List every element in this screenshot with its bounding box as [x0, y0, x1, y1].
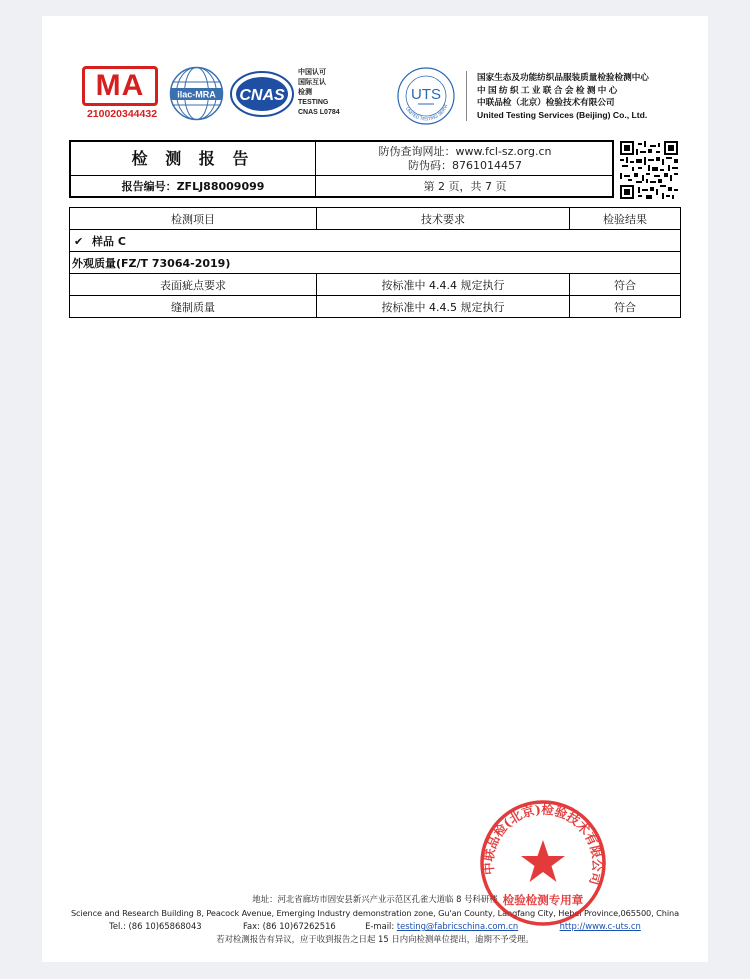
header-divider	[466, 71, 467, 121]
official-seal	[478, 798, 608, 928]
requirement-cell: 按标准中 4.4.4 规定执行	[317, 274, 570, 296]
qr-code	[620, 141, 678, 199]
sample-cell	[70, 230, 681, 252]
sample-label: 样品 C	[92, 234, 126, 248]
anti-counterfeit-info	[316, 145, 614, 173]
column-header: 技术要求	[317, 208, 570, 230]
uts-logo	[396, 66, 456, 126]
item-cell: 表面疵点要求	[70, 274, 317, 296]
section-row	[70, 252, 681, 274]
uts-name-line: United Testing Services (Beijing) Co., Ltd.	[477, 109, 648, 120]
uts-logo-text: UTS	[411, 86, 441, 103]
section-title: 外观质量(FZ/T 73064-2019)	[70, 252, 681, 274]
uts-company-name	[477, 71, 649, 121]
footer-fax: Fax: (86 10)67262516	[242, 921, 336, 931]
ilac-mra-logo	[169, 66, 224, 121]
cnas-info-line: TESTING	[298, 99, 329, 106]
cma-mark: MA	[95, 69, 145, 102]
table-row	[70, 296, 681, 318]
page-info: 第 2 页，共 7 页	[423, 180, 507, 193]
cma-logo	[82, 66, 162, 136]
column-header: 检测项目	[70, 208, 317, 230]
item-cell: 缝制质量	[70, 296, 317, 318]
report-number: 报告编号：ZFLJ88009099	[121, 180, 265, 193]
cnas-info-line: 国际互认	[298, 79, 326, 86]
table-header-row	[70, 208, 681, 230]
footer-email-label: E-mail:	[365, 921, 395, 931]
check-icon: ✔	[74, 234, 84, 248]
ilac-label: ilac-MRA	[177, 89, 216, 100]
result-cell: 符合	[570, 274, 681, 296]
result-cell: 符合	[570, 296, 681, 318]
uts-ring-text: UNITED TESTING SERVI	[404, 103, 449, 122]
cnas-logo	[230, 70, 294, 118]
report-info-box	[69, 140, 614, 198]
requirement-cell: 按标准中 4.4.5 规定执行	[317, 296, 570, 318]
cnas-info	[298, 68, 340, 118]
column-header: 检验结果	[570, 208, 681, 230]
seal-bottom-text: 检验检测专用章	[502, 893, 584, 907]
footer-address-en: Science and Research Building 8, Peacock Avenue, Emerging Industry demonstration zone, Gu'an County, Langfang City, Hebei Province,065500, China	[70, 908, 680, 918]
uts-name-line: 中联品检（北京）检验技术有限公司	[477, 97, 615, 108]
test-results-table	[69, 207, 681, 318]
cnas-label: CNAS	[239, 87, 285, 104]
report-page	[42, 16, 708, 962]
footer-notice: 若对检测报告有异议，应于收到报告之日起 15 日内向检测单位提出，逾期不予受理。	[216, 934, 534, 944]
footer-address-cn: 地址：河北省廊坊市固安县新兴产业示范区孔雀大道临 8 号科研楼	[252, 894, 498, 904]
footer-tel: Tel.: (86 10)65868043	[109, 921, 202, 931]
cnas-info-line: 中国认可	[298, 69, 326, 76]
uts-name-line: 中 国 纺 织 工 业 联 合 会 检 测 中 心	[477, 84, 618, 95]
sample-row	[70, 230, 681, 252]
report-title: 检 测 报 告	[131, 149, 255, 168]
footer-website-link[interactable]: http://www.c-uts.cn	[559, 921, 641, 931]
cnas-info-line: CNAS L0784	[298, 109, 340, 116]
seal-text: 中联品检(北京)检验技术有限公司	[480, 801, 606, 887]
cnas-info-line: 检测	[298, 89, 312, 96]
uts-name-line: 国家生态及功能纺织品服装质量检验检测中心	[477, 72, 649, 82]
verify-url: 防伪查询网址：www.fcl-sz.org.cn	[378, 145, 552, 158]
verify-code: 防伪码：8761014457	[408, 159, 522, 172]
table-row	[70, 274, 681, 296]
footer-contacts	[42, 920, 708, 932]
cma-number: 210020344432	[86, 108, 158, 120]
footer-email-link[interactable]: testing@fabricschina.com.cn	[396, 921, 519, 931]
